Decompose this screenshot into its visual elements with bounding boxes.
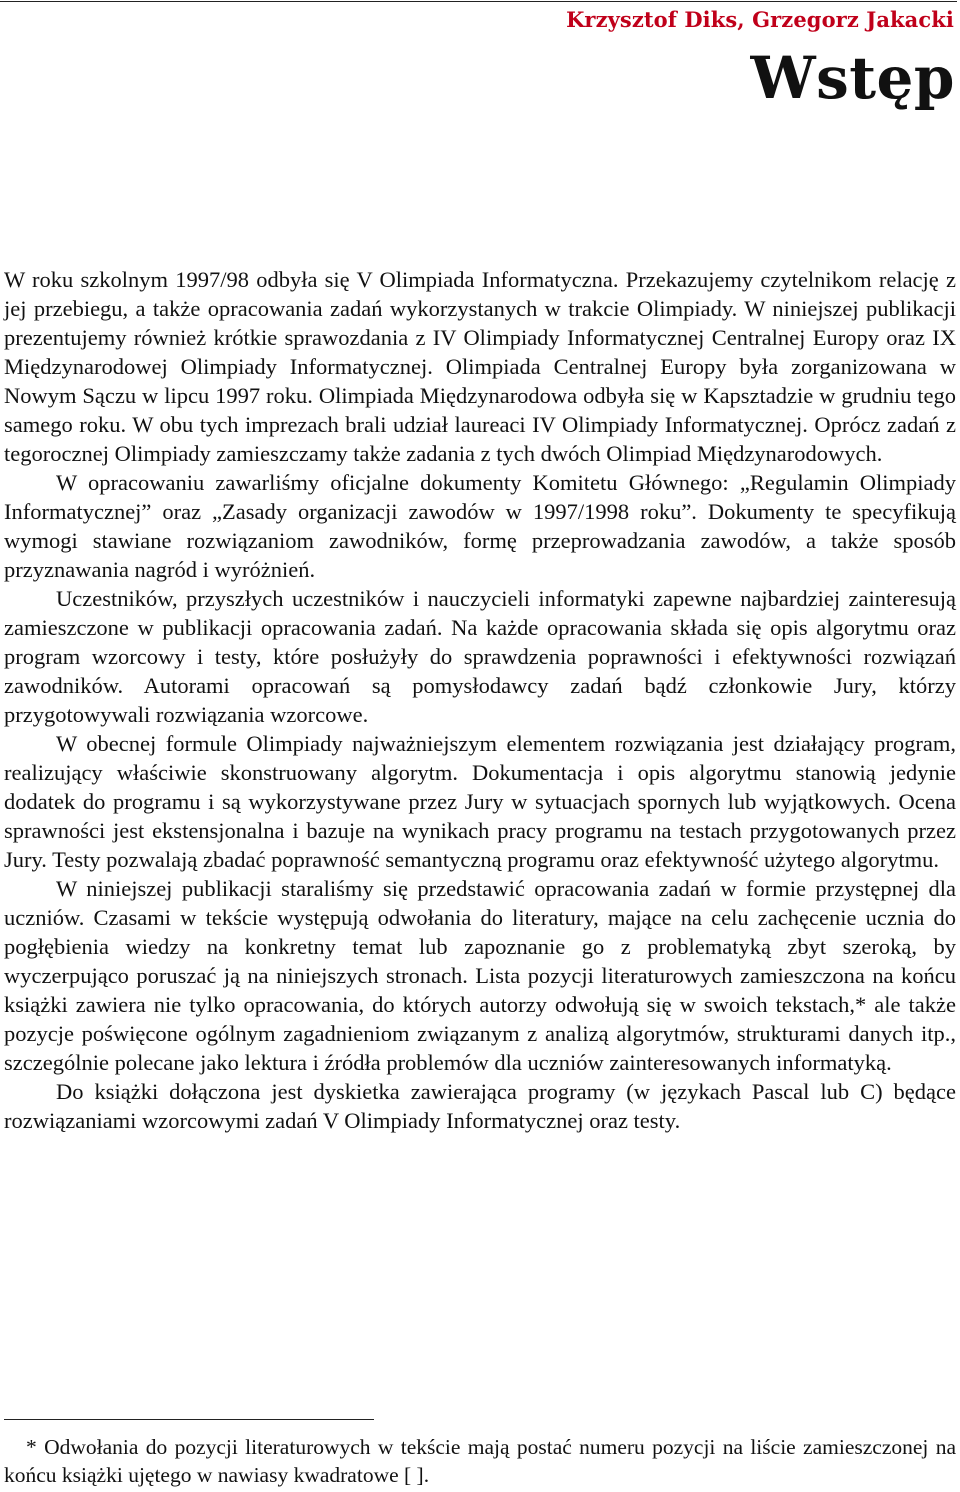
paragraph: W niniejszej publikacji staraliśmy się przedstawić opracowania zadań w formie przystępnej dla uczniów. Czasami w tekście występują odwołania do literatury, mające na celu zachęcenie ucznia do pogłębienia wiedzy na konkretny temat lub zapoznanie go z problematyką zbyt szeroką, by wyczerpująco poruszać ją na niniejszych stronach. Lista pozycji literaturowych zamieszczona na końcu książki zawiera nie tylko opracowania, do których autorzy odwołują się w swoich tekstach,* ale także pozycje poświęcone ogólnym zagadnieniom związanym z analizą algorytmów, strukturami danych itp., szczególnie polecane jako lektura i źródła problemów dla uczniów zainteresowanych informatyką. xyxy=(4,876,956,1075)
body-text xyxy=(4,265,956,1135)
paragraph: W obecnej formule Olimpiady najważniejszym elementem rozwiązania jest działający program, realizujący właściwie skonstruowany algorytm. Dokumentacja i opis algorytmu stanowią jedynie dodatek do programu i są wykorzystywane przez Jury w sytuacjach spornych lub wyjątkowych. Ocena sprawności jest ekstensjonalna i bazuje na wynikach pracy programu na testach przygotowanych przez Jury. Testy pozwalają zbadać poprawność semantyczną programu oraz efektywność użytego algorytmu. xyxy=(4,731,956,872)
paragraph: W opracowaniu zawarliśmy oficjalne dokumenty Komitetu Głównego: „Regulamin Olimpiady Informatycznej” oraz „Zasady organizacji zawodów w 1997/1998 roku”. Dokumenty te specyfikują wymogi stawiane rozwiązaniom zawodników, formę przeprowadzania zawodów, a także sposób przyznawania nagród i wyróżnień. xyxy=(4,470,956,582)
paragraph: Do książki dołączona jest dyskietka zawierająca programy (w językach Pascal lub C) będące rozwiązaniami wzorcowymi zadań V Olimpiady Informatycznej oraz testy. xyxy=(4,1079,956,1133)
footnote: * Odwołania do pozycji literaturowych w tekście mają postać numeru pozycji na liście zamieszczonej na końcu książki ujętego w nawiasy kwadratowe [ ]. xyxy=(4,1435,956,1487)
paragraph: Uczestników, przyszłych uczestników i nauczycieli informatyki zapewne najbardziej zainteresują zamieszczone w publikacji opracowania zadań. Na każde opracowania składa się opis algorytmu oraz program wzorcowy i testy, które posłużyły do sprawdzenia poprawności i efektywności rozwiązań zawodników. Autorami opracowań są pomysłodawcy zadań bądź członkowie Jury, którzy przygotowywali rozwiązania wzorcowe. xyxy=(4,586,956,727)
header-rule xyxy=(0,1,957,2)
footnote-rule xyxy=(4,1419,374,1420)
authors-header: Krzysztof Diks, Grzegorz Jakacki xyxy=(566,7,954,32)
chapter-title: Wstęp xyxy=(750,44,955,112)
paragraph: W roku szkolnym 1997/98 odbyła się V Olimpiada Informatyczna. Przekazujemy czytelnikom relację z jej przebiegu, a także opracowania zadań wykorzystanych w trakcie Olimpiady. W niniejszej publikacji prezentujemy również krótkie sprawozdania z IV Olimpiady Informatycznej Centralnej Europy oraz IX Międzynarodowej Olimpiady Informatycznej. Olimpiada Centralnej Europy była zorganizowana w Nowym Sączu w lipcu 1997 roku. Olimpiada Międzynarodowa odbyła się w Kapsztadzie w grudniu tego samego roku. W obu tych imprezach brali udział laureaci IV Olimpiady Informatycznej. Oprócz zadań z tegorocznej Olimpiady zamieszczamy także zadania z tych dwóch Olimpiad Międzynarodowych. xyxy=(4,267,956,466)
